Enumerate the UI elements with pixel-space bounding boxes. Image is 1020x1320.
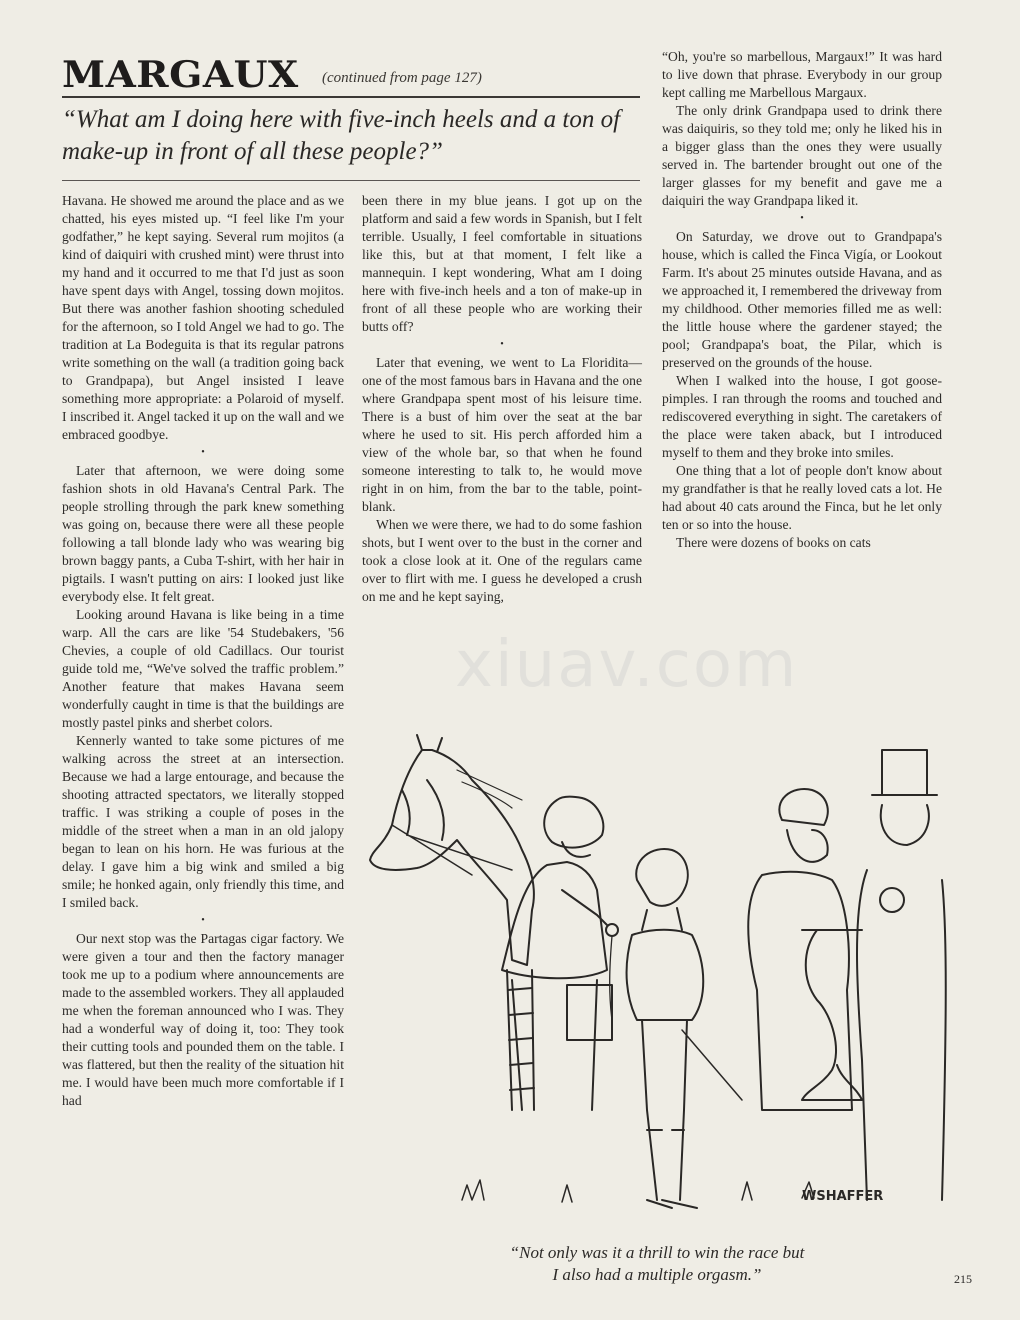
paragraph: Our next stop was the Partagas cigar factory. We were given a tour and then the factory manager took me up to a podium where announcements are made to the assembled workers. They all applauded me when the foreman announced who I was. They had a wonderful way of doing it, too: They took their cutting tools and pounded them on the table. I was flattered, but then the reality of the situation hit me. I would have been much more comfortable if I had [62, 931, 344, 1108]
pull-quote: “What am I doing here with five-inch heels and a ton of make-up in front of all these people?” [62, 106, 621, 165]
section-divider: • [800, 213, 804, 224]
section-divider: • [500, 339, 504, 350]
page-title: MARGAUX [62, 54, 299, 96]
cartoon-caption [362, 1242, 952, 1286]
section-divider: • [201, 447, 205, 458]
watermark: xiuav.com [455, 628, 799, 702]
paragraph: When I walked into the house, I got goose-pimples. I ran through the rooms and touched and rediscovered everything in sight. The caretakers of the place were taken aback, but I introduced myself to them and they broke into smiles. [662, 373, 942, 460]
article-column-2 [362, 192, 642, 606]
caption-line: I also had a multiple orgasm.” [552, 1265, 762, 1284]
paragraph: The only drink Grandpapa used to drink there was daiquiris, so they told me; only he liked his in a bigger glass than the ones they were usually served in. The bartender brought out one of the larger glasses for my benefit and gave me a daiquiri the way Grandpapa liked it. [662, 103, 942, 208]
trophy-man-drawing [748, 789, 862, 1110]
horse-drawing [370, 735, 534, 965]
jockey-drawing [627, 849, 742, 1208]
artist-signature: WSHAFFER [802, 1189, 884, 1204]
paragraph: There were dozens of books on cats [676, 535, 871, 550]
article-column-3 [662, 48, 942, 552]
paragraph: When we were there, we had to do some fashion shots, but I went over to the bust in the corner and took a close look at it. One of the regulars came over to flirt with me. I guess he developed a crush on me and he kept saying, [362, 517, 642, 604]
paragraph: “Oh, you're so marbellous, Margaux!” It was hard to live down that phrase. Everybody in our group kept calling me Marbellous Margaux. [662, 49, 942, 100]
paragraph: been there in my blue jeans. I got up on the platform and said a few words in Spanish, but I felt terrible. Usually, I feel comfortable in situations like this, but at that moment, I felt like a mannequin. I kept wondering, What am I doing here with five-inch heels and a ton of make-up in front of all these people who are working their butts off? [362, 193, 642, 334]
header-rule [62, 96, 640, 98]
continued-note: (continued from page 127) [322, 70, 482, 86]
page-number: 215 [954, 1272, 972, 1286]
article-column-1 [62, 192, 344, 1110]
paragraph: On Saturday, we drove out to Grandpapa's house, which is called the Finca Vigía, or Lookout Farm. It's about 25 minutes outside Havana, and as we approached it, I remembered the driveway from my childhood. Other memories filled me as well: the little house where the gardener stayed; the pool; Grandpapa's boat, the Pilar, which is preserved on the grounds of the house. [662, 229, 942, 370]
paragraph: Kennerly wanted to take some pictures of me walking across the street at an intersection. Because we had a large entourage, and because the shooting attracted spectators, we literally stopped traffic. I was striking a couple of poses in the middle of the street when a man in an old jalopy began to lean on his horn. He was furious at the delay. I gave him a big wink and smiled a big smile; he honked again, only friendly this time, and I smiled back. [62, 733, 344, 910]
quote-rule [62, 180, 640, 181]
caption-line: “Not only was it a thrill to win the race but [509, 1243, 805, 1262]
tophat-man-drawing [857, 750, 946, 1200]
paragraph: Later that evening, we went to La Floridita—one of the most famous bars in Havana and the one where Grandpapa spent most of his leisure time. There is a bust of him over the seat at the bar where he used to sit. His perch afforded him a view of the whole bar, so that when he found someone interesting to talk to, he would move right in on him, from the bar to the table, point-blank. [362, 355, 642, 514]
section-divider: • [201, 915, 205, 926]
cartoon-illustration [362, 730, 952, 1230]
paragraph: Looking around Havana is like being in a time warp. All the cars are like '54 Studebakers, '56 Chevies, a couple of old Cadillacs. Our tourist guide told me, “We've solved the traffic problem.” Another feature that makes Havana seem wonderfully caught in time is that the buildings are mostly pastel pinks and sherbet colors. [62, 607, 344, 730]
paragraph: One thing that a lot of people don't know about my grandfather is that he really loved cats a lot. He had about 40 cats around the Finca, but he let only ten or so into the house. [662, 463, 942, 532]
header [62, 54, 640, 94]
paragraph: Havana. He showed me around the place and as we chatted, his eyes misted up. “I feel like I'm your godfather,” he kept saying. Several rum mojitos (a kind of daiquiri with crushed mint) were thrust into my hand and it occurred to me that I'd just as soon have spent days with Angel, tossing down mojitos. But there was another fashion shooting scheduled for the afternoon, so I told Angel we had to go. The tradition at La Bodeguita is that its regular patrons write something on the wall (a tradition going back to Grandpapa), but Angel insisted I leave something more appropriate: a Polaroid of myself. I inscribed it. Angel tacked it up on the wall and we embraced goodbye. [62, 193, 344, 442]
paragraph: Later that afternoon, we were doing some fashion shots in old Havana's Central Park. The people strolling through the park knew something was going on, because there were all these people following a tall blonde lady who was wearing big brown baggy pants, a Cuba T-shirt, with her hair in pigtails. I wasn't putting on airs: I looked just like everybody else. It felt great. [62, 463, 344, 604]
